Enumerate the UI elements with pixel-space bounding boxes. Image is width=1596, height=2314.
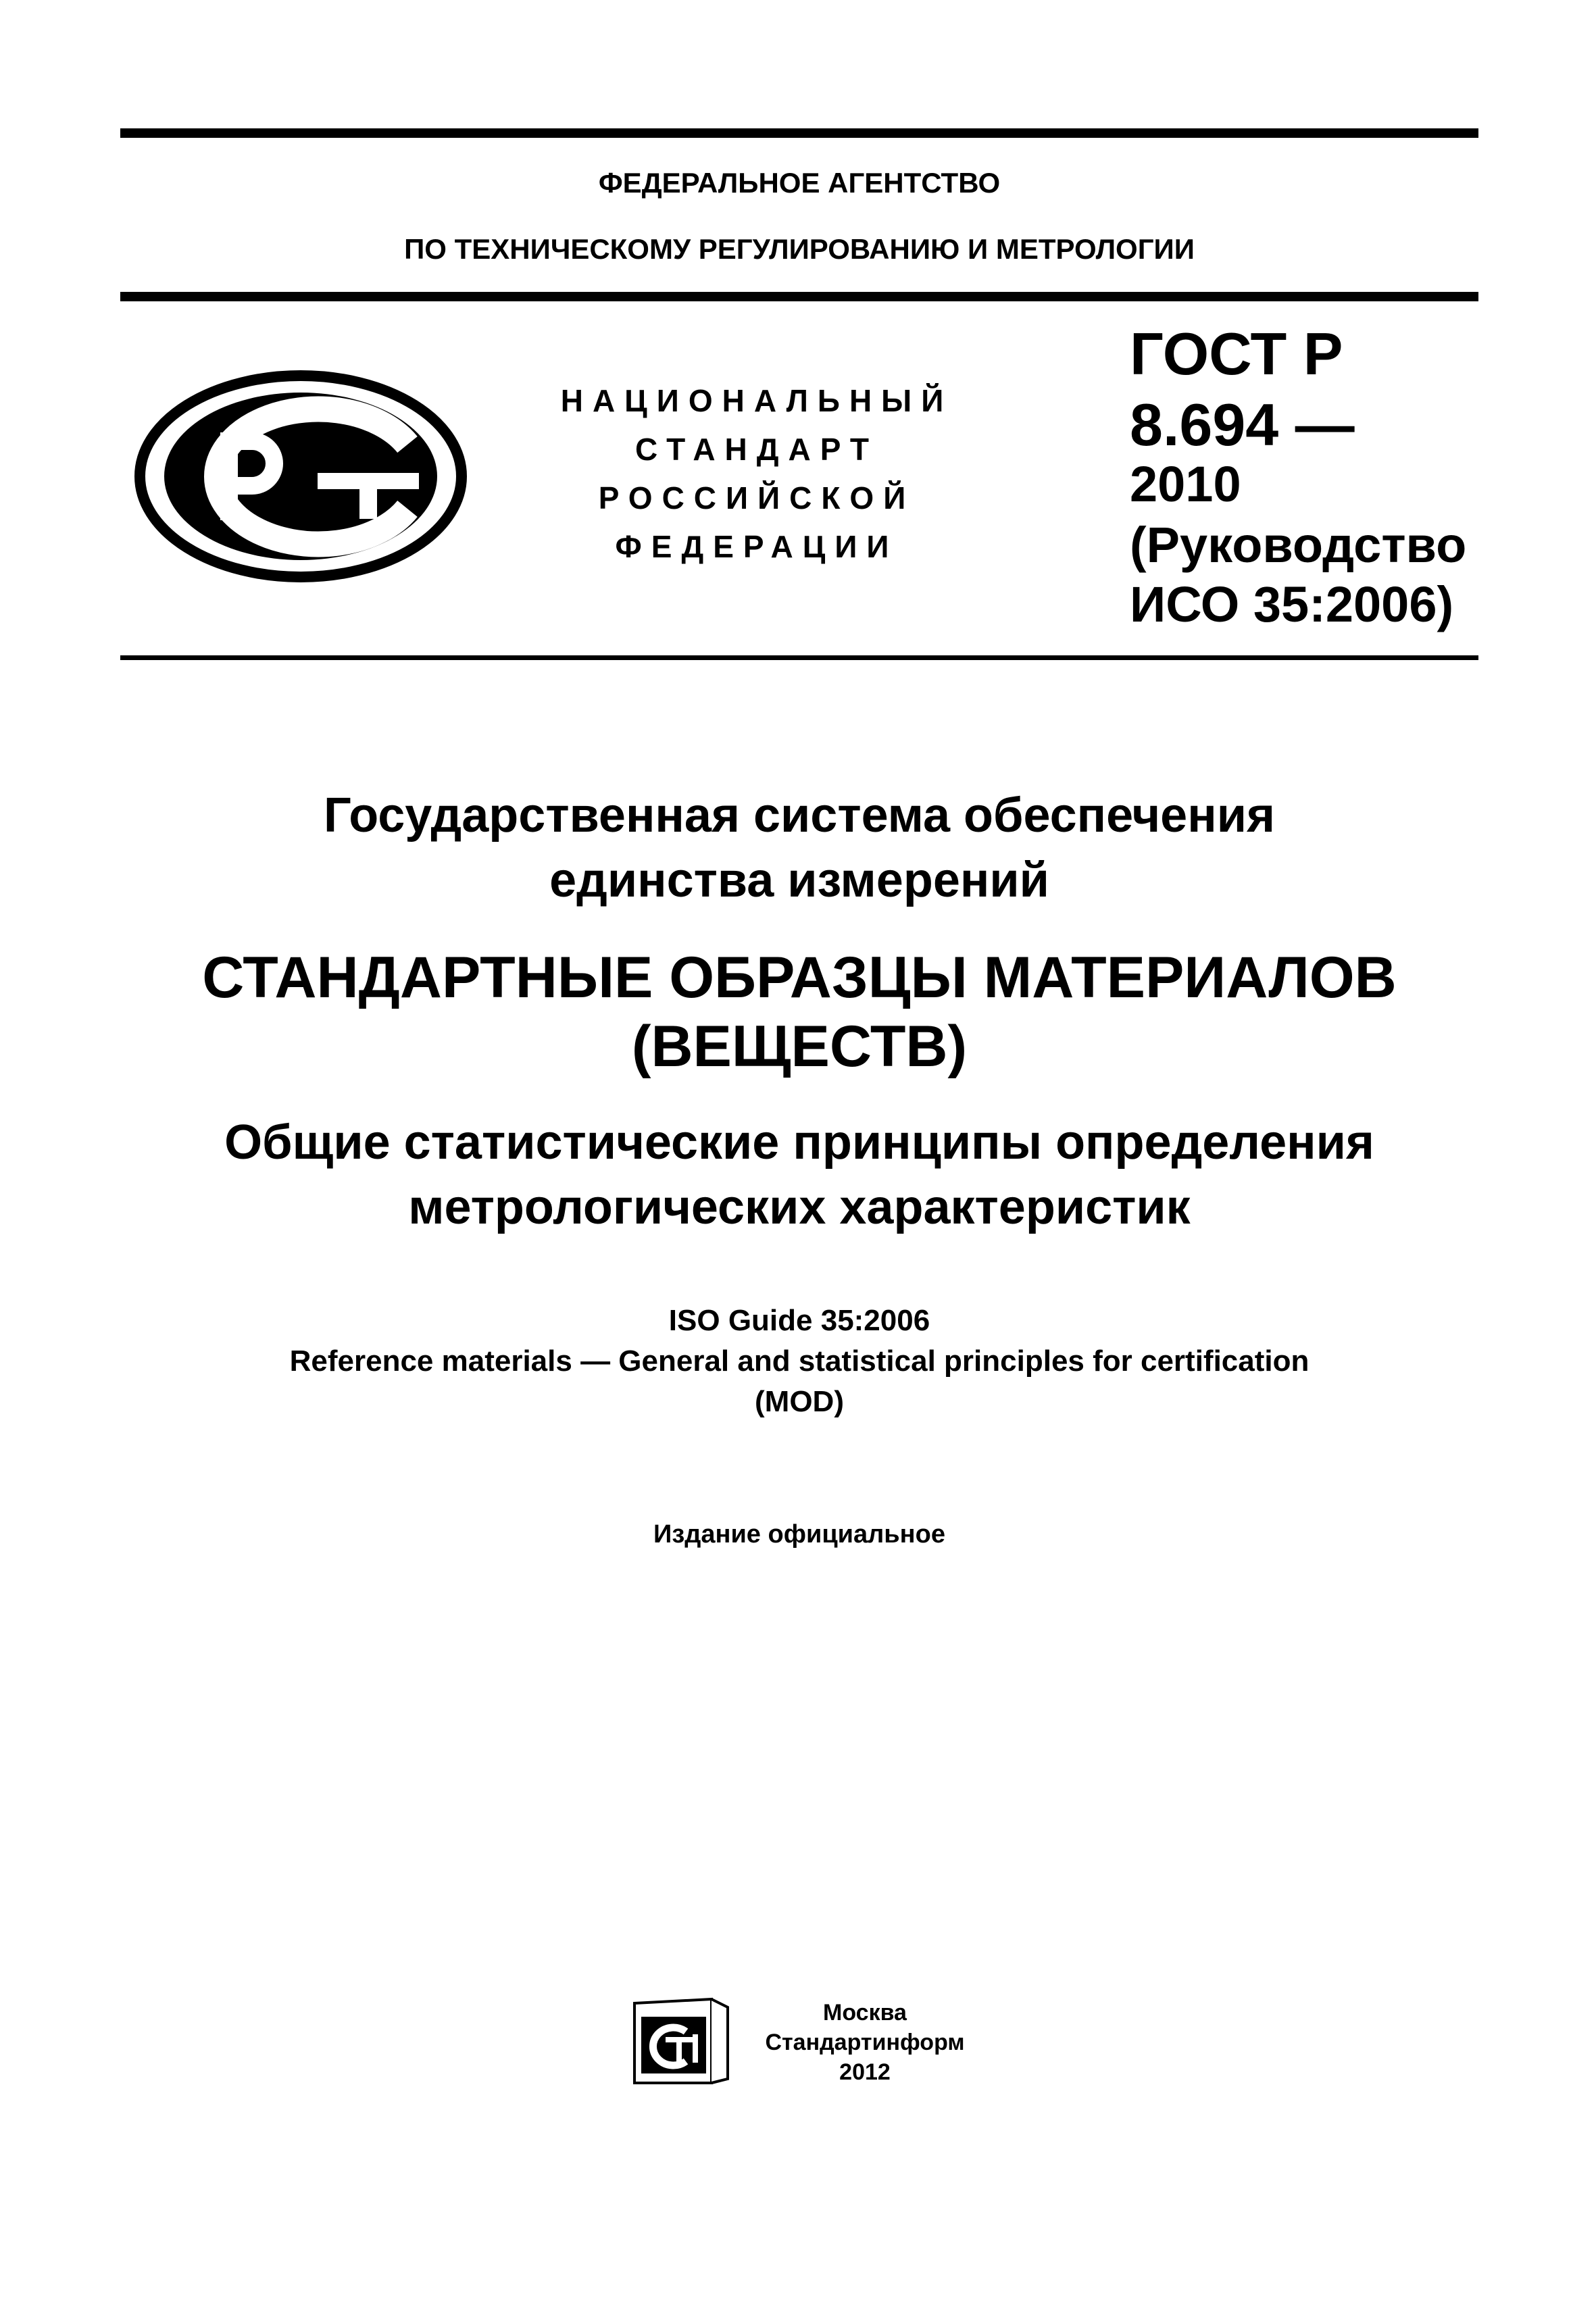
national-line-1: НАЦИОНАЛЬНЫЙ <box>560 383 953 418</box>
national-line-4: ФЕДЕРАЦИИ <box>615 529 899 564</box>
iso-mod: (MOD) <box>755 1385 844 1418</box>
national-line-3: РОССИЙСКОЙ <box>598 480 916 515</box>
agency-bottom-rule <box>120 292 1478 301</box>
iso-guide: ISO Guide 35:2006 <box>668 1304 930 1337</box>
publisher-city: Москва <box>823 2000 907 2026</box>
top-rule <box>120 128 1478 138</box>
national-line-2: СТАНДАРТ <box>635 432 878 467</box>
edition-note: Издание официальное <box>653 1520 945 1549</box>
main-title-line-2: (ВЕЩЕСТВ) <box>631 1014 968 1079</box>
header-bottom-rule <box>120 655 1478 660</box>
subtitle-line-2: метрологических характеристик <box>408 1180 1191 1234</box>
standartinform-logo-icon <box>632 1996 730 2086</box>
system-title-line-1: Государственная система обеспечения <box>324 788 1275 842</box>
designation-line-1: ГОСТ Р <box>1130 320 1343 387</box>
agency-line-1: ФЕДЕРАЛЬНОЕ АГЕНТСТВО <box>598 167 1001 199</box>
subtitle-line-1: Общие статистические принципы определения <box>224 1115 1374 1169</box>
designation-line-5: ИСО 35:2006) <box>1130 576 1454 632</box>
system-title-line-2: единства измерений <box>549 853 1049 907</box>
designation-line-2: 8.694 — <box>1130 391 1355 458</box>
rst-logo-icon <box>134 370 468 583</box>
agency-line-2: ПО ТЕХНИЧЕСКОМУ РЕГУЛИРОВАНИЮ И МЕТРОЛОГИИ <box>404 233 1195 265</box>
designation-line-4: (Руководство <box>1130 517 1467 573</box>
iso-title: Reference materials — General and statistical principles for certification <box>289 1344 1310 1378</box>
publisher-name: Стандартинформ <box>765 2030 965 2055</box>
designation-line-3: 2010 <box>1130 456 1241 512</box>
publisher-year: 2012 <box>839 2059 891 2085</box>
main-title-line-1: СТАНДАРТНЫЕ ОБРАЗЦЫ МАТЕРИАЛОВ <box>202 945 1397 1010</box>
